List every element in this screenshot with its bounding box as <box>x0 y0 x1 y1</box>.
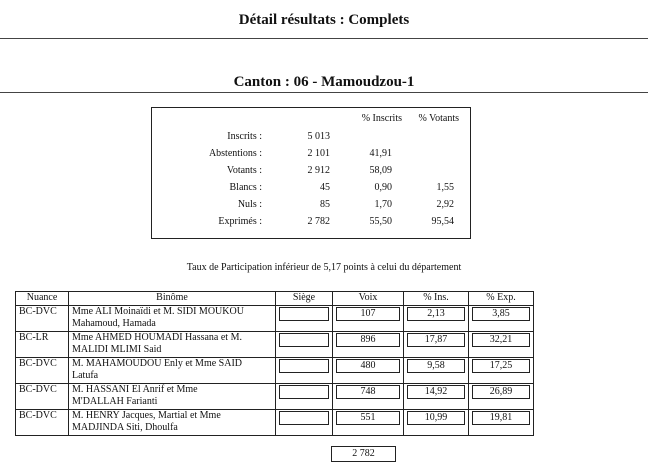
summary-row <box>152 130 472 144</box>
cell-voix-value: 896 <box>336 333 400 347</box>
table-row <box>16 358 534 384</box>
summary-pct-inscrits: 1,70 <box>374 199 392 210</box>
summary-row <box>152 198 472 212</box>
cell-siege <box>276 410 333 436</box>
table-row <box>16 306 534 332</box>
summary-pct-votants: 95,54 <box>431 216 454 227</box>
cell-voix-value: 748 <box>336 385 400 399</box>
page-title: Détail résultats : Complets <box>238 12 410 28</box>
cell-siege <box>276 306 333 332</box>
cell-exp <box>469 306 534 332</box>
participation-note: Taux de Participation inférieur de 5,17 points à celui du département <box>186 262 462 273</box>
cell-ins <box>404 358 469 384</box>
header-voix: Voix <box>333 292 404 306</box>
header-nuance: Nuance <box>16 292 69 306</box>
results-header-row <box>16 292 534 306</box>
header-pct-exp: % Exp. <box>469 292 534 306</box>
cell-exp-value: 17,25 <box>472 359 530 373</box>
summary-pct-inscrits: 58,09 <box>369 165 392 176</box>
cell-ins-value: 9,58 <box>407 359 465 373</box>
summary-col-inscrits: % Inscrits <box>361 113 402 124</box>
header-siege: Siège <box>276 292 333 306</box>
cell-ins <box>404 384 469 410</box>
cell-ins-value: 14,92 <box>407 385 465 399</box>
cell-exp-value: 32,21 <box>472 333 530 347</box>
binome-line-2: MALIDI MLIMI Said <box>72 344 162 355</box>
cell-siege <box>276 332 333 358</box>
cell-siege-value <box>279 359 329 373</box>
summary-label: Abstentions : <box>208 148 262 159</box>
summary-label: Exprimés : <box>218 216 262 227</box>
summary-pct-votants: 2,92 <box>436 199 454 210</box>
cell-voix <box>333 384 404 410</box>
cell-ins-value: 17,87 <box>407 333 465 347</box>
summary-value: 85 <box>320 199 330 210</box>
cell-voix-value: 551 <box>336 411 400 425</box>
summary-label: Blancs : <box>229 182 262 193</box>
summary-row <box>152 215 472 229</box>
binome-line-1: Mme ALI Moinaïdi et M. SIDI MOUKOU <box>72 306 244 317</box>
cell-ins <box>404 410 469 436</box>
cell-binome <box>69 384 276 410</box>
cell-nuance: BC-DVC <box>16 306 69 332</box>
cell-nuance: BC-DVC <box>16 358 69 384</box>
summary-label: Votants : <box>226 165 262 176</box>
cell-siege-value <box>279 307 329 321</box>
canton-title: Canton : 06 - Mamoudzou-1 <box>233 74 415 90</box>
binome-line-2: M'DALLAH Farianti <box>72 396 158 407</box>
cell-exp-value: 3,85 <box>472 307 530 321</box>
summary-col-votants: % Votants <box>418 113 459 124</box>
cell-nuance: BC-LR <box>16 332 69 358</box>
title-divider <box>0 38 648 39</box>
cell-binome <box>69 306 276 332</box>
summary-value: 2 101 <box>307 148 330 159</box>
summary-value: 2 912 <box>307 165 330 176</box>
binome-line-1: M. HENRY Jacques, Martial et Mme <box>72 410 221 421</box>
cell-ins <box>404 332 469 358</box>
summary-pct-inscrits: 0,90 <box>374 182 392 193</box>
cell-exp <box>469 358 534 384</box>
total-voix: 2 782 <box>331 446 396 462</box>
cell-siege <box>276 358 333 384</box>
table-row <box>16 384 534 410</box>
cell-ins-value: 2,13 <box>407 307 465 321</box>
cell-ins <box>404 306 469 332</box>
cell-exp <box>469 410 534 436</box>
cell-voix <box>333 410 404 436</box>
binome-line-2: MADJINDA Siti, Dhoulfa <box>72 422 178 433</box>
cell-exp-value: 19,81 <box>472 411 530 425</box>
cell-nuance: BC-DVC <box>16 384 69 410</box>
results-table <box>15 291 534 436</box>
binome-line-1: Mme AHMED HOUMADI Hassana et M. <box>72 332 242 343</box>
cell-ins-value: 10,99 <box>407 411 465 425</box>
summary-row <box>152 181 472 195</box>
table-row <box>16 332 534 358</box>
cell-voix <box>333 332 404 358</box>
summary-label: Nuls : <box>237 199 262 210</box>
cell-binome <box>69 358 276 384</box>
header-binome: Binôme <box>69 292 276 306</box>
summary-pct-votants: 1,55 <box>436 182 454 193</box>
cell-voix-value: 107 <box>336 307 400 321</box>
cell-siege <box>276 384 333 410</box>
cell-binome <box>69 410 276 436</box>
cell-siege-value <box>279 385 329 399</box>
cell-binome <box>69 332 276 358</box>
summary-pct-inscrits: 41,91 <box>369 148 392 159</box>
cell-exp-value: 26,89 <box>472 385 530 399</box>
summary-value: 5 013 <box>307 131 330 142</box>
header-pct-ins: % Ins. <box>404 292 469 306</box>
cell-nuance: BC-DVC <box>16 410 69 436</box>
cell-voix-value: 480 <box>336 359 400 373</box>
summary-box <box>151 107 471 239</box>
cell-siege-value <box>279 411 329 425</box>
summary-value: 2 782 <box>307 216 330 227</box>
summary-row <box>152 147 472 161</box>
summary-pct-inscrits: 55,50 <box>369 216 392 227</box>
binome-line-2: Latufa <box>72 370 99 381</box>
summary-header <box>152 112 472 126</box>
binome-line-1: M. MAHAMOUDOU Enly et Mme SAID <box>72 358 242 369</box>
binome-line-1: M. HASSANI El Anrif et Mme <box>72 384 198 395</box>
binome-line-2: Mahamoud, Hamada <box>72 318 156 329</box>
cell-exp <box>469 384 534 410</box>
cell-exp <box>469 332 534 358</box>
cell-voix <box>333 306 404 332</box>
summary-row <box>152 164 472 178</box>
canton-divider <box>0 92 648 93</box>
table-row <box>16 410 534 436</box>
cell-voix <box>333 358 404 384</box>
summary-value: 45 <box>320 182 330 193</box>
cell-siege-value <box>279 333 329 347</box>
summary-label: Inscrits : <box>227 131 262 142</box>
